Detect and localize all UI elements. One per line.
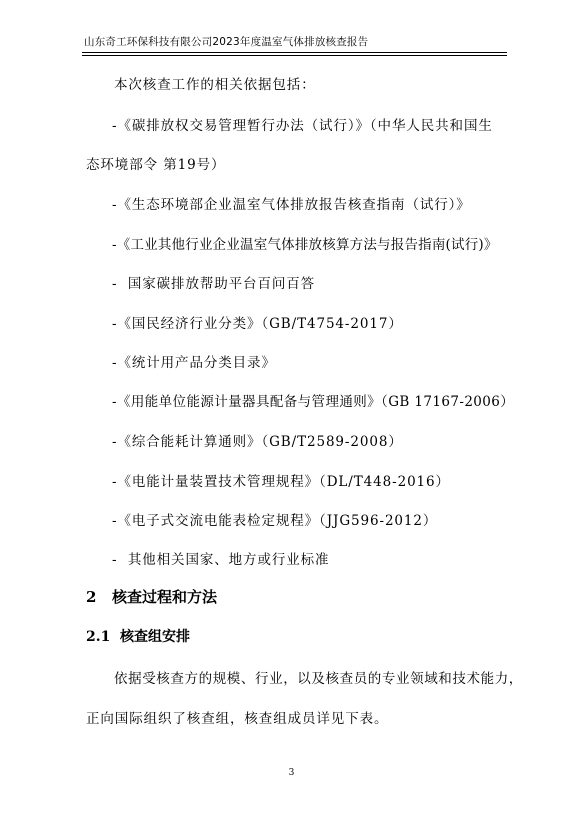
subsection-number: 2.1 — [86, 629, 111, 645]
basis-item-5: -《国民经济行业分类》（GB/T4754-2017） — [112, 316, 403, 332]
basis-item-2: -《生态环境部企业温室气体排放报告核查指南（试行）》 — [112, 197, 471, 213]
basis-item-4: - 国家碳排放帮助平台百问百答 — [112, 276, 316, 292]
subsection-heading — [86, 626, 190, 646]
header-rule — [82, 52, 507, 53]
basis-item-9: -《电能计量装置技术管理规程》（DL/T448-2016） — [112, 474, 450, 490]
paragraph-line-2: 正向国际组织了核查组，核查组成员详见下表。 — [86, 711, 389, 727]
header-rule-thin — [82, 55, 507, 56]
section-heading — [86, 586, 217, 607]
page-header: 山东奇工环保科技有限公司2023年度温室气体排放核查报告 — [84, 36, 369, 48]
basis-item-7: -《用能单位能源计量器具配备与管理通则》（GB 17167-2006） — [112, 394, 515, 410]
paragraph-line-1: 依据受核查方的规模、行业，以及核查员的专业领域和技术能力， — [114, 671, 523, 687]
basis-item-1-continued: 态环境部令 第19号） — [86, 157, 226, 173]
page-number: 3 — [288, 768, 295, 778]
basis-item-10: -《电子式交流电能表检定规程》（JJG596-2012） — [112, 513, 438, 529]
section-number: 2 — [86, 588, 97, 606]
intro-text: 本次核查工作的相关依据包括： — [114, 77, 316, 93]
subsection-title: 核查组安排 — [120, 629, 190, 645]
basis-item-6: -《统计用产品分类目录》 — [112, 355, 276, 371]
section-title: 核查过程和方法 — [112, 588, 218, 606]
basis-item-1: -《碳排放权交易管理暂行办法（试行）》（中华人民共和国生 — [112, 118, 493, 134]
basis-item-3: -《工业其他行业企业温室气体排放核算方法与报告指南(试行)》 — [112, 237, 498, 253]
basis-item-11: - 其他相关国家、地方或行业标准 — [112, 552, 330, 568]
basis-item-8: -《综合能耗计算通则》（GB/T2589-2008） — [112, 434, 403, 450]
